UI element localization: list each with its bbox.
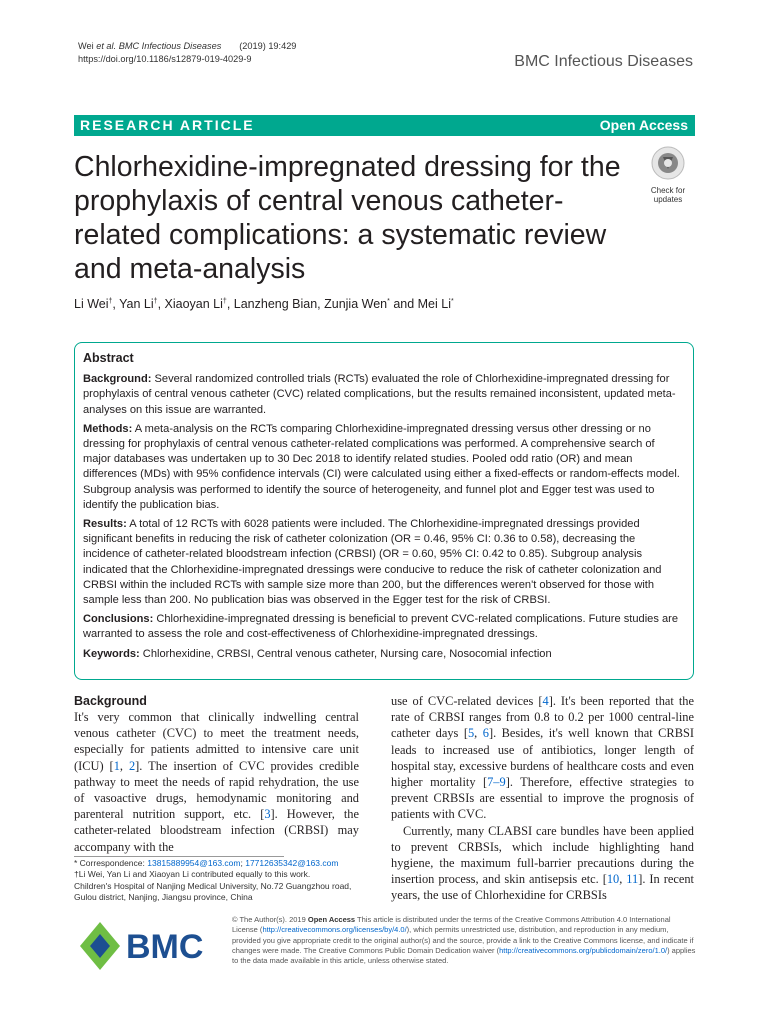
license-part: ) applies to the data made available in this article, unless otherwise stated. (232, 945, 696, 966)
body-text: , (474, 726, 483, 741)
abstract-heading: Abstract (83, 351, 134, 365)
body-text: ]. It's been reported that the rate of CRBSI ranges from 0.8 to 0.2 per 1000 central-line catheter days [ (391, 694, 694, 741)
abstract-box (74, 342, 694, 680)
citation-ref[interactable]: 3 (264, 807, 271, 822)
body-text: , (119, 758, 129, 773)
body-paragraph (391, 823, 694, 904)
license-part: This article is distributed under the terms of the Creative Commons Attribution 4.0 International License ( (232, 915, 671, 935)
abstract-text: A total of 12 RCTs with 6028 patients were included. The Chlorhexidine-impregnated dressings provided significant benefits in reducing the risk of catheter colonization (OR = 0.46, 95% CI: 0.36 to 0.58), decreasing the incidence of catheter-related bloodstream infection (CRBSI) (OR = 0.60, 95% CI: 0.42 to 0.85). Subgroup analysis indicated that the Chlorhexidine-impregnated dressings were conducive to reduce the risk of catheter colonization and CRBSI within the included RCTs with sample size more than 200, but the differences weren't observed for those with sample less than 200. No publication bias was observed in the Egger test for the risk of CRBSI. (83, 518, 662, 607)
citation-journal: et al. BMC Infectious Diseases (96, 41, 222, 51)
correspondence-label: * Correspondence: (74, 858, 148, 868)
author-mark: † (222, 297, 227, 305)
abstract-label: Results: (83, 518, 127, 531)
license-link[interactable]: http://creativecommons.org/licenses/by/4.0/ (262, 925, 407, 935)
abstract-label: Keywords: (83, 647, 140, 660)
abstract-methods (83, 422, 685, 513)
citation-ref[interactable]: 6 (482, 726, 489, 741)
article-type-band (74, 115, 695, 136)
email-link[interactable]: 17712635342@163.com (245, 858, 339, 868)
abstract-results (83, 517, 685, 608)
citation-ref[interactable]: 4 (542, 694, 549, 708)
article-type-label: RESEARCH ARTICLE (80, 117, 255, 133)
abstract-conclusions (83, 612, 685, 642)
license-part: ), which permits unrestricted use, distribution, and reproduction in any medium, provided you give appropriate credit to the original author(s) and the source, provide a link to the Creative Commons license, and indicate if changes were made. The Creative Commons Public Domain Dedication waiver ( (232, 925, 694, 955)
citation-ref[interactable]: 1 (113, 758, 120, 773)
body-text: ]. The insertion of CVC provides credible pathway to meet the needs of rapid rehydration, the use of vasoactive drugs, hemodynamic monitoring and parenteral nutrition support, etc. [ (74, 758, 359, 822)
author-name: , Lanzheng Bian, Zunjia Wen (226, 297, 388, 311)
body-text: use of CVC-related devices [ (391, 694, 543, 708)
citation-ref[interactable]: 5 (467, 726, 475, 741)
abstract-label: Background: (83, 373, 152, 386)
body-paragraph (391, 693, 694, 823)
check-updates-icon (650, 145, 686, 181)
check-updates-line2: updates (653, 195, 683, 204)
abstract-label: Conclusions: (83, 613, 154, 626)
open-access-label: Open Access (599, 117, 688, 133)
bmc-logo-mark-icon (78, 912, 208, 974)
abstract-text: Chlorhexidine-impregnated dressing is beneficial to prevent CVC-related complications. Future studies are warranted to assess the role and cost-effectiveness of Chlorhexidine-impregnated dressings. (83, 613, 679, 641)
journal-name: BMC Infectious Diseases (514, 53, 693, 70)
abstract-text: A meta-analysis on the RCTs comparing Chlorhexidine-impregnated dressing versus other dressing or no dressing for prophylaxis of central venous catheter-related complications was performed. A comprehensive search of major databases was undertaken up to 30 Dec 2018 to identify related studies. Pooled odd ratio (OR) and mean differences (MDs) with 95% confidence intervals (CI) were calculated using either a fixed-effects or random-effects model. Subgroup analysis was performed to identify the source of heterogeneity, and funnel plot and Egger test was used to identify the publication bias. (83, 422, 680, 511)
abstract-label: Methods: (83, 422, 133, 435)
article-title: Chlorhexidine-impregnated dressing for the prophylaxis of central venous catheter-related complications: a systematic review and meta-analysis (74, 151, 621, 285)
body-column-right (391, 693, 694, 904)
abstract-text: Several randomized controlled trials (RCTs) evaluated the role of Chlorhexidine-impregnated dressing for prophylaxis of central venous catheter (CVC) related complications, but the results remained inconsistent, updated meta-analyses on this issue are warranted. (83, 373, 676, 416)
body-paragraph (74, 709, 359, 855)
author-mark: * (451, 297, 454, 305)
footnote-divider (74, 856, 284, 857)
section-heading-background: Background (74, 694, 147, 708)
citation-ref[interactable]: 2 (128, 758, 136, 773)
email-link[interactable]: 13815889954@163.com (147, 858, 241, 868)
citation-ref[interactable]: 10 (606, 872, 620, 887)
author-mark: † (108, 297, 113, 305)
body-text: ]. Therefore, effective strategies to prevent CRBSIs are essential to improve the prognosis of patients with CVC. (391, 775, 694, 822)
author-name: and Mei Li (389, 297, 451, 311)
bmc-logo (78, 912, 208, 974)
license-part: © The Author(s). 2019 (232, 915, 308, 924)
open-access-bold: Open Access (307, 915, 356, 924)
citation-ref[interactable]: 11 (626, 872, 639, 887)
body-text: It's very common that clinically indwelling central venous catheter (CVC) to meet the treatment needs, especially for patients admitted to intensive care unit (ICU) [ (74, 710, 359, 773)
body-text: ]. However, the catheter-related bloodstream infection (CRBSI) may accompany with the (74, 807, 359, 854)
body-column-left (74, 693, 359, 855)
abstract-background (83, 372, 685, 418)
author-mark: * (387, 297, 390, 305)
author-list (74, 297, 454, 311)
citation-year: (2019) 19:429 (239, 41, 297, 51)
doi-link[interactable]: https://doi.org/10.1186/s12879-019-4029-9 (78, 54, 252, 64)
affiliation-line: Children's Hospital of Nanjing Medical University, No.72 Guangzhou road, (74, 880, 352, 891)
check-updates-line1: Check for (650, 186, 686, 195)
citation-ref[interactable]: 7–9 (487, 775, 506, 790)
author-name: , Xiaoyan Li (157, 297, 223, 311)
affiliation-line: Gulou district, Nanjing, Jiangsu province, China (74, 892, 253, 903)
equal-contribution-note: †Li Wei, Yan Li and Xiaoyan Li contributed equally to this work. (74, 869, 311, 880)
check-for-updates-button[interactable] (642, 145, 694, 205)
author-name: , Yan Li (112, 297, 154, 311)
bmc-logo-text: BMC (126, 928, 204, 966)
body-text: , (619, 872, 627, 887)
body-text: ]. Besides, it's well known that CRBSI leads to increased use of antibiotics, longer length of hospital stay, excessive burdens of healthcare costs and even higher mortality [ (391, 726, 694, 790)
email-separator: ; (240, 858, 246, 868)
license-text (232, 915, 697, 966)
abstract-keywords (83, 647, 685, 662)
footnotes (74, 858, 374, 904)
author-mark: † (153, 297, 158, 305)
body-text: ]. In recent years, the use of Chlorhexidine for CRBSIs (391, 872, 694, 903)
citation-authors: Wei (78, 41, 97, 51)
author-name: Li Wei (74, 297, 109, 311)
abstract-text: Chlorhexidine, CRBSI, Central venous catheter, Nursing care, Nosocomial infection (139, 647, 552, 660)
body-text: Currently, many CLABSI care bundles have been applied to prevent CRBSIs, which include highlighting hand hygiene, the maximum full-barrier precautions during the insertion process, and skin antisepsis etc. [ (391, 823, 694, 887)
license-link[interactable]: http://creativecommons.org/publicdomain/zero/1.0/ (499, 945, 668, 955)
